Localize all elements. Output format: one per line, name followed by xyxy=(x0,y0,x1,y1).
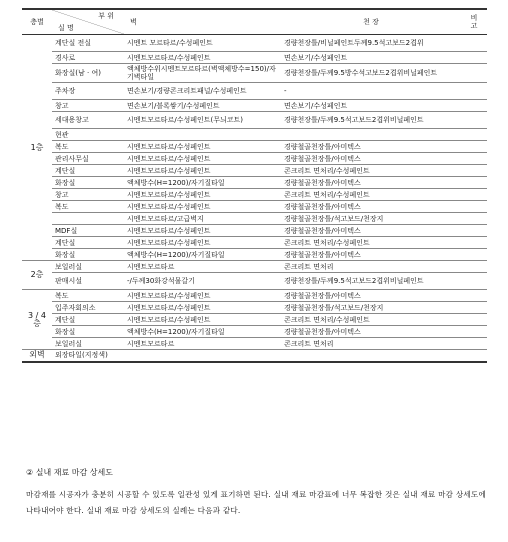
note-cell xyxy=(461,273,487,290)
room-cell: 복도 xyxy=(52,201,124,213)
wall-cell: 액체방수(H=1200)/자기질타일 xyxy=(124,249,281,261)
ceiling-cell: 콘크리트 면처리/수성페인트 xyxy=(281,189,461,201)
wall-cell: 시멘트모르타르 xyxy=(124,338,281,350)
table-row xyxy=(22,338,487,350)
table-body xyxy=(22,35,487,362)
header-ceiling: 천 장 xyxy=(281,9,461,35)
table-row xyxy=(22,314,487,326)
ceiling-cell: 경량철골천장틀/아미텍스 xyxy=(281,177,461,189)
room-cell: 외장타일(지정색) xyxy=(52,350,124,362)
table-row xyxy=(22,261,487,273)
note-cell xyxy=(461,201,487,213)
ceiling-cell xyxy=(281,129,461,141)
header-wall: 벽 xyxy=(124,9,281,35)
table-row xyxy=(22,290,487,302)
room-cell: 입주자회의소 xyxy=(52,302,124,314)
wall-cell: 시멘트모르타르/수성페인트(무늬코트) xyxy=(124,112,281,129)
table-row xyxy=(22,302,487,314)
table-row xyxy=(22,112,487,129)
ceiling-cell: 경량천장틀/비닐페인트두께9.5석고보드2겹위 xyxy=(281,35,461,52)
section-paragraph: 마감재를 시공자가 충분히 시공할 수 있도록 일관성 있게 표기하면 된다. 실내 재료 마감표에 너무 복잡한 것은 실내 재료 마감 상세도에 나타내어야 한다. 실내 재료 마감 상세도의 실례는 다음과 같다. xyxy=(26,490,486,515)
ceiling-cell: 경량철골천장틀/아미텍스 xyxy=(281,141,461,153)
note-cell xyxy=(461,290,487,302)
room-cell: 판매시설 xyxy=(52,273,124,290)
room-cell: 화장실 xyxy=(52,177,124,189)
room-cell: 경사로 xyxy=(52,52,124,64)
ceiling-cell: 경량철골천장틀/석고보드/천장지 xyxy=(281,213,461,225)
room-cell: 화장실 xyxy=(52,249,124,261)
room-cell: 보일러실 xyxy=(52,261,124,273)
ceiling-cell: 경량철골천장틀/아미텍스 xyxy=(281,290,461,302)
room-cell: 계단실 xyxy=(52,237,124,249)
wall-cell: 시멘트모르타르/수성페인트 xyxy=(124,165,281,177)
room-cell xyxy=(52,213,124,225)
ceiling-cell: 경량천장틀/두께9.5석고보드2겹위비닐페인트 xyxy=(281,273,461,290)
room-cell: 보일러실 xyxy=(52,338,124,350)
room-cell: 세대용창고 xyxy=(52,112,124,129)
table-row xyxy=(22,100,487,112)
note-cell xyxy=(461,153,487,165)
table-row xyxy=(22,326,487,338)
table-row xyxy=(22,350,487,362)
ceiling-cell: 콘크리트 면처리 xyxy=(281,338,461,350)
wall-cell: 시멘트모르타르 xyxy=(124,261,281,273)
room-cell: 화장실 xyxy=(52,326,124,338)
note-cell xyxy=(461,338,487,350)
wall-cell: 액체방수(H=1200)/자기질타일 xyxy=(124,326,281,338)
floor-cell: 2층 xyxy=(22,261,52,290)
ceiling-cell: 콘크리트 면처리/수성페인트 xyxy=(281,237,461,249)
room-cell: 주차장 xyxy=(52,83,124,100)
ceiling-cell xyxy=(281,350,461,362)
ceiling-cell: 콘크리트 면처리/수성페인트 xyxy=(281,314,461,326)
wall-cell: 시멘트모르타르/수성페인트 xyxy=(124,225,281,237)
wall-cell: -/두께30화강석물갈기 xyxy=(124,273,281,290)
ceiling-cell: 면손보기/수성페인트 xyxy=(281,100,461,112)
table-row xyxy=(22,129,487,141)
note-cell xyxy=(461,129,487,141)
table-row xyxy=(22,225,487,237)
room-cell: 계단실 전실 xyxy=(52,35,124,52)
table-row xyxy=(22,177,487,189)
table-row xyxy=(22,141,487,153)
wall-cell: 면손보기/경량콘크리트패널/수성페인트 xyxy=(124,83,281,100)
room-cell: 계단실 xyxy=(52,165,124,177)
room-cell: 화장실(남 · 여) xyxy=(52,64,124,83)
ceiling-cell: 경량철골천장틀/아미텍스 xyxy=(281,326,461,338)
header-part: 부 위 xyxy=(98,12,114,20)
wall-cell: 시멘트모르타르/수성페인트 xyxy=(124,290,281,302)
ceiling-cell: 경량철골천장틀/아미텍스 xyxy=(281,153,461,165)
ceiling-cell: 경량철골천장틀/아미텍스 xyxy=(281,225,461,237)
room-cell: 창고 xyxy=(52,189,124,201)
table-row xyxy=(22,249,487,261)
ceiling-cell: 콘크리트 면처리 xyxy=(281,261,461,273)
ceiling-cell: 경량철골천장틀/아미텍스 xyxy=(281,201,461,213)
note-cell xyxy=(461,314,487,326)
table-row xyxy=(22,189,487,201)
room-cell: 계단실 xyxy=(52,314,124,326)
note-cell xyxy=(461,52,487,64)
note-cell xyxy=(461,225,487,237)
wall-cell: 시멘트모르타르/수성페인트 xyxy=(124,141,281,153)
room-cell: 복도 xyxy=(52,141,124,153)
ceiling-cell: - xyxy=(281,83,461,100)
floor-cell: 3 / 4 층 xyxy=(22,290,52,350)
note-cell xyxy=(461,302,487,314)
wall-cell: 시멘트모르타르/수성페인트 xyxy=(124,189,281,201)
wall-cell: 시멘트 모르타르/수성페인트 xyxy=(124,35,281,52)
header-room: 실 명 xyxy=(58,24,74,32)
floor-cell: 1층 xyxy=(22,35,52,261)
room-cell: 복도 xyxy=(52,290,124,302)
room-cell: 창고 xyxy=(52,100,124,112)
room-cell: 현관 xyxy=(52,129,124,141)
note-cell xyxy=(461,100,487,112)
table-row xyxy=(22,52,487,64)
table-row xyxy=(22,165,487,177)
wall-cell: 시멘트모르타르/고급벽지 xyxy=(124,213,281,225)
table-row xyxy=(22,237,487,249)
ceiling-cell: 경량철골천장틀/석고보드/천장지 xyxy=(281,302,461,314)
header-note: 비 고 xyxy=(461,9,487,35)
note-cell xyxy=(461,35,487,52)
wall-cell: 시멘트모르타르/수성페인트 xyxy=(124,52,281,64)
wall-cell: 시멘트모르타르/수성페인트 xyxy=(124,302,281,314)
room-cell: 관리사무실 xyxy=(52,153,124,165)
table-row xyxy=(22,273,487,290)
note-cell xyxy=(461,189,487,201)
ceiling-cell: 면손보기/수성페인트 xyxy=(281,52,461,64)
wall-cell: 시멘트모르타르/수성페인트 xyxy=(124,153,281,165)
table-row xyxy=(22,213,487,225)
ceiling-cell: 경량천장틀/두께9.5방수석고보드2겹위비닐페인트 xyxy=(281,64,461,83)
wall-cell: 액체방수위시멘트모르타르(벽액체방수=150)/자기벽타일 xyxy=(124,64,281,83)
note-cell xyxy=(461,112,487,129)
wall-cell: 면손보기/블록쌓기/수성페인트 xyxy=(124,100,281,112)
note-cell xyxy=(461,165,487,177)
table-row xyxy=(22,35,487,52)
wall-cell xyxy=(124,129,281,141)
wall-cell: 시멘트모르타르/수성페인트 xyxy=(124,201,281,213)
note-cell xyxy=(461,261,487,273)
ceiling-cell: 경량천장틀/두께9.5석고보드2겹위비닐페인트 xyxy=(281,112,461,129)
ceiling-cell: 경량철골천장틀/아미텍스 xyxy=(281,249,461,261)
wall-cell: 액체방수(H=1200)/자기질타일 xyxy=(124,177,281,189)
wall-cell: 시멘트모르타르/수성페인트 xyxy=(124,237,281,249)
table-row xyxy=(22,64,487,83)
header-part-room xyxy=(52,9,124,35)
finish-schedule-table xyxy=(22,8,487,363)
table-row xyxy=(22,83,487,100)
note-cell xyxy=(461,177,487,189)
note-cell xyxy=(461,350,487,362)
table-header-row xyxy=(22,9,487,35)
wall-cell xyxy=(124,350,281,362)
wall-cell: 시멘트모르타르/수성페인트 xyxy=(124,314,281,326)
room-cell: MDF실 xyxy=(52,225,124,237)
note-cell xyxy=(461,64,487,83)
floor-cell: 외벽 xyxy=(22,350,52,362)
table-row xyxy=(22,153,487,165)
note-cell xyxy=(461,83,487,100)
section-title: ② 실내 재료 마감 상세도 xyxy=(26,468,113,477)
note-cell xyxy=(461,249,487,261)
note-cell xyxy=(461,237,487,249)
note-cell xyxy=(461,213,487,225)
note-cell xyxy=(461,141,487,153)
note-cell xyxy=(461,326,487,338)
table-row xyxy=(22,201,487,213)
header-floor: 층별 xyxy=(22,9,52,35)
ceiling-cell: 콘크리트 면처리/수성페인트 xyxy=(281,165,461,177)
